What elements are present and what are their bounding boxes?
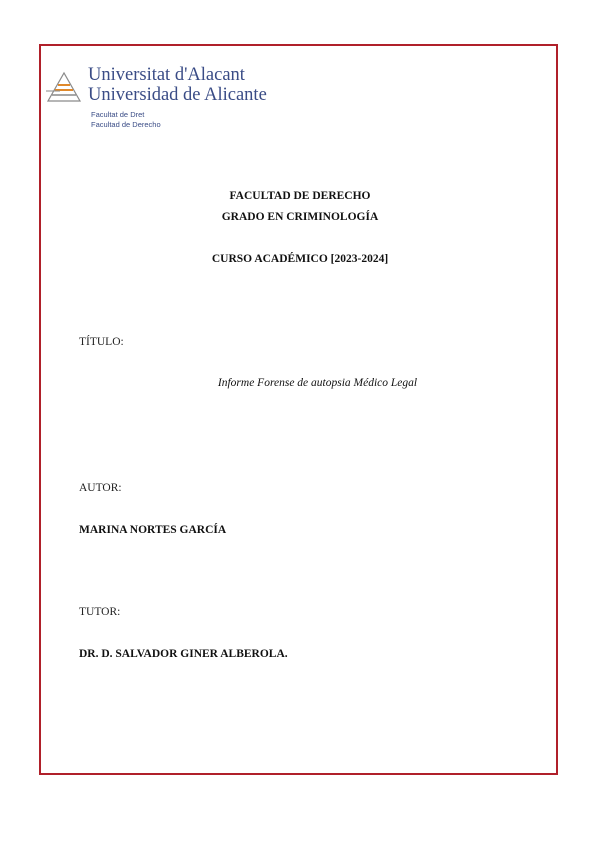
author-label: AUTOR: xyxy=(79,482,122,494)
university-logo xyxy=(46,66,276,141)
faculty-heading: FACULTAD DE DERECHO xyxy=(229,190,371,202)
author-name: MARINA NORTES GARCÍA xyxy=(79,524,227,536)
university-name-valencian: Universitat d'Alacant xyxy=(88,65,245,85)
university-emblem-icon xyxy=(46,69,82,103)
faculty-name-spanish: Facultad de Derecho xyxy=(91,120,161,129)
tutor-label: TUTOR: xyxy=(79,606,121,618)
title-label: TÍTULO: xyxy=(79,336,124,348)
page-border xyxy=(39,44,558,775)
faculty-name-valencian: Facultat de Dret xyxy=(91,110,145,119)
university-name-spanish: Universidad de Alicante xyxy=(88,85,267,105)
document-title: Informe Forense de autopsia Médico Legal xyxy=(217,377,418,389)
course-heading: CURSO ACADÉMICO [2023-2024] xyxy=(211,253,389,265)
tutor-name: DR. D. SALVADOR GINER ALBEROLA. xyxy=(79,648,288,660)
degree-heading: GRADO EN CRIMINOLOGÍA xyxy=(221,211,379,223)
